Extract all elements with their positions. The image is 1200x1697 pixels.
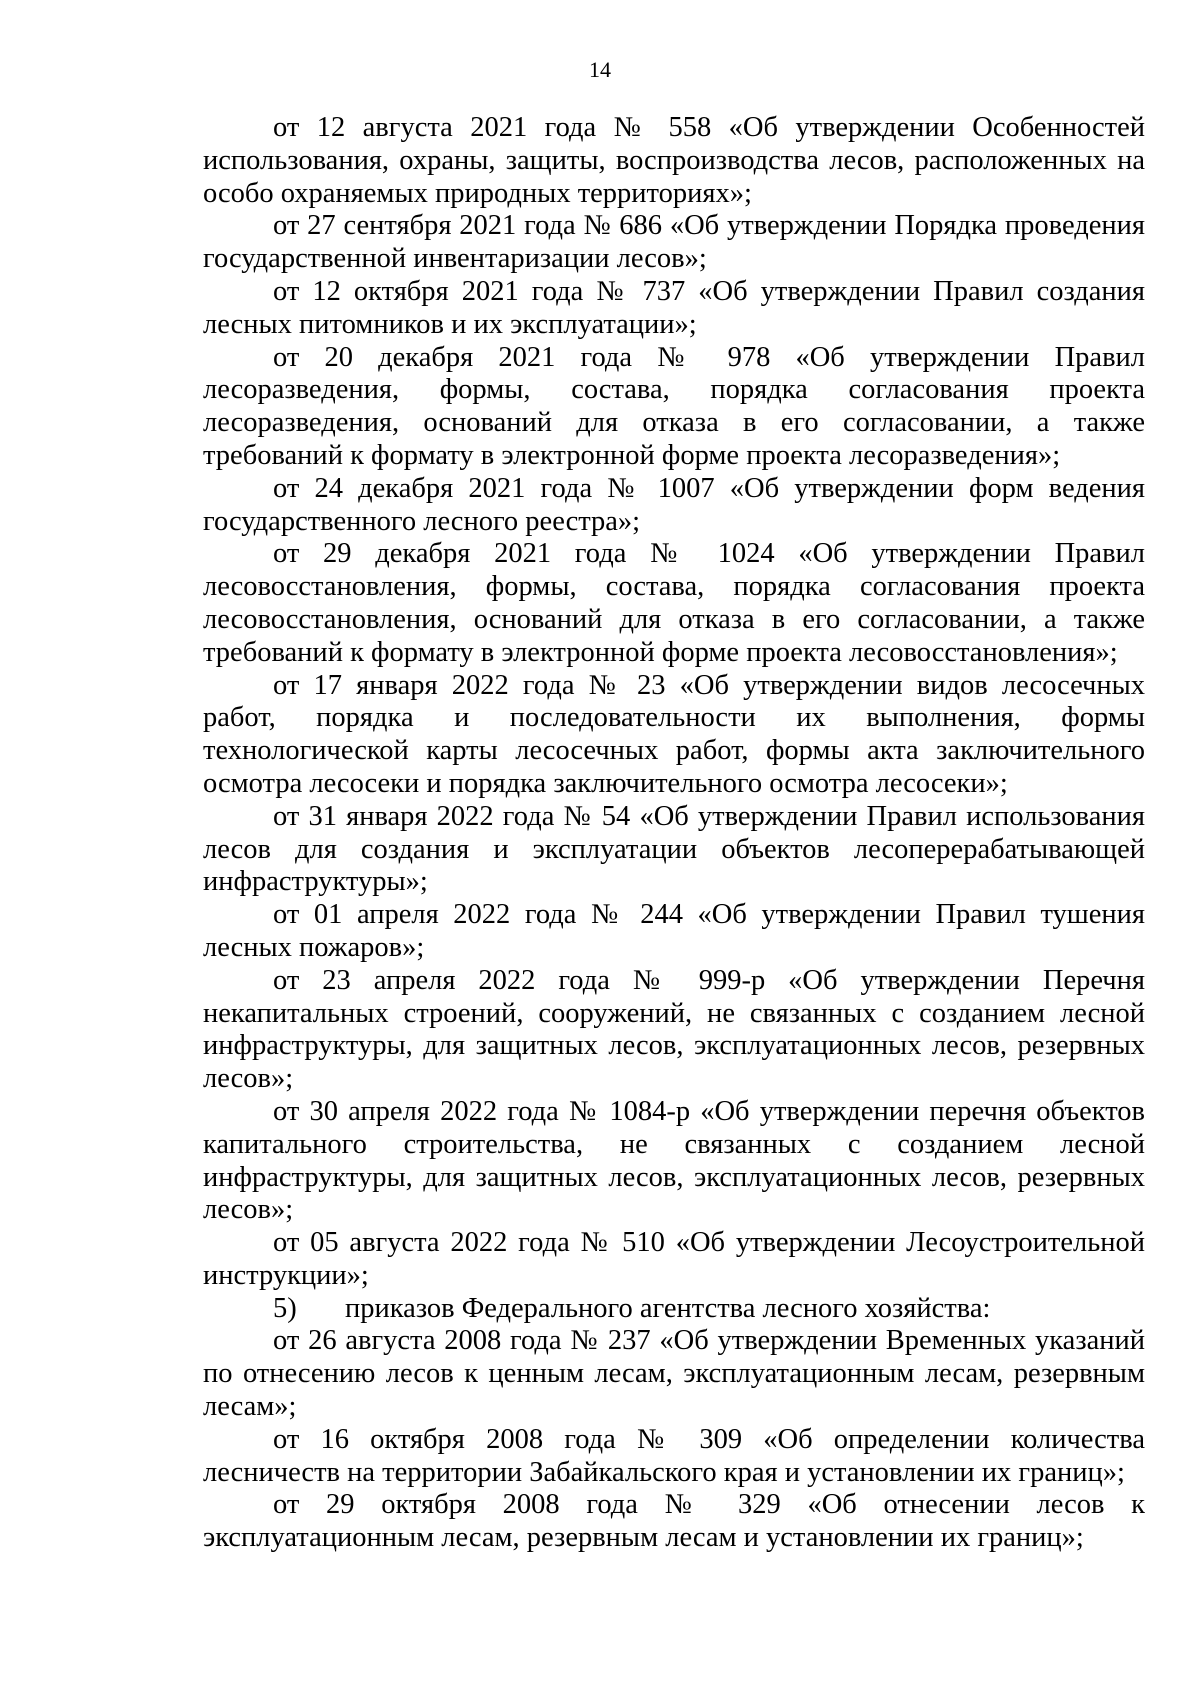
- list-item-text: приказов Федерального агентства лесного хозяйства:: [345, 1292, 991, 1324]
- paragraph-decree-978: от 20 декабря 2021 года № 978 «Об утверждении Правил лесоразведения, формы, состава, порядка согласования проекта лесоразведения, оснований для отказа в его согласовании, а также требований к формату в электронной форме проекта лесоразведения»;: [203, 341, 1145, 471]
- paragraph-decree-558: от 12 августа 2021 года № 558 «Об утверждении Особенностей использования, охраны, защиты, воспроизводства лесов, расположенных на особо охраняемых природных территориях»;: [203, 112, 1145, 209]
- list-item-number: 5): [273, 1292, 297, 1324]
- document-body: [203, 112, 1145, 1555]
- list-item-5: [203, 1293, 1145, 1326]
- paragraph-decree-686: от 27 сентября 2021 года № 686 «Об утверждении Порядка проведения государственной инвентаризации лесов»;: [203, 210, 1145, 275]
- paragraph-decree-1024: от 29 декабря 2021 года № 1024 «Об утверждении Правил лесовосстановления, формы, состава, порядка согласования проекта лесовосстановления, оснований для отказа в его согласовании, а также требований к формату в электронной форме проекта лесовосстановления»;: [203, 538, 1145, 668]
- paragraph-decree-737: от 12 октября 2021 года № 737 «Об утверждении Правил создания лесных питомников и их эксплуатации»;: [203, 275, 1145, 340]
- paragraph-decree-54: от 31 января 2022 года № 54 «Об утверждении Правил использования лесов для создания и эксплуатации объектов лесоперерабатывающей инфраструктуры»;: [203, 800, 1145, 898]
- paragraph-order-309: от 16 октября 2008 года № 309 «Об определении количества лесничеств на территории Забайкальского края и установлении их границ»;: [203, 1423, 1145, 1488]
- paragraph-order-237: от 26 августа 2008 года № 237 «Об утверждении Временных указаний по отнесению лесов к ценным лесам, эксплуатационным лесам, резервным лесам»;: [203, 1325, 1145, 1423]
- paragraph-order-1084-r: от 30 апреля 2022 года № 1084-р «Об утверждении перечня объектов капитального строительства, не связанных с созданием лесной инфраструктуры, для защитных лесов, эксплуатационных лесов, резервных лесов»;: [203, 1095, 1145, 1226]
- paragraph-decree-510: от 05 августа 2022 года № 510 «Об утверждении Лесоустроительной инструкции»;: [203, 1227, 1145, 1291]
- paragraph-order-329: от 29 октября 2008 года № 329 «Об отнесении лесов к эксплуатационным лесам, резервным лесам и установлении их границ»;: [203, 1489, 1145, 1554]
- paragraph-decree-244: от 01 апреля 2022 года № 244 «Об утверждении Правил тушения лесных пожаров»;: [203, 899, 1145, 963]
- page-number: 14: [589, 57, 611, 82]
- paragraph-decree-23: от 17 января 2022 года № 23 «Об утверждении видов лесосечных работ, порядка и последовательности их выполнения, формы технологической карты лесосечных работ, формы акта заключительного осмотра лесосеки и порядка заключительного осмотра лесосеки»;: [203, 669, 1145, 799]
- paragraph-order-999-r: от 23 апреля 2022 года № 999-р «Об утверждении Перечня некапитальных строений, сооружений, не связанных с созданием лесной инфраструктуры, для защитных лесов, эксплуатационных лесов, резервных лесов»;: [203, 964, 1145, 1095]
- paragraph-decree-1007: от 24 декабря 2021 года № 1007 «Об утверждении форм ведения государственного лесного реестра»;: [203, 472, 1145, 537]
